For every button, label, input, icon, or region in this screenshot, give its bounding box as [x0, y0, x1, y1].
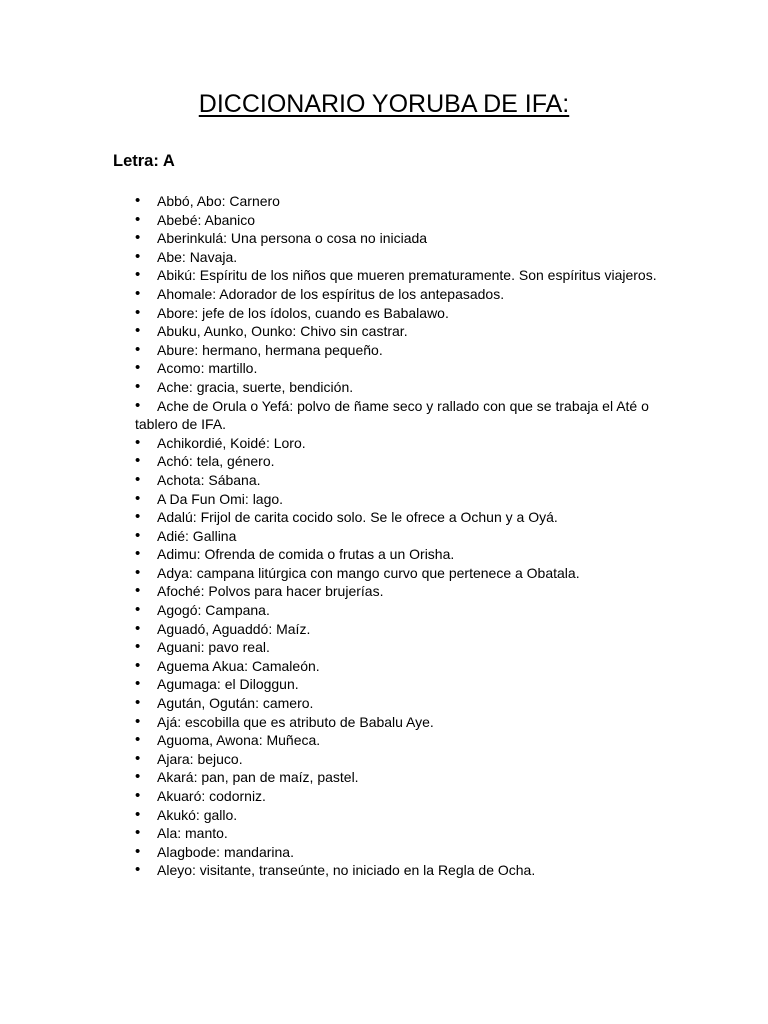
dictionary-entry: • Abebé: Abanico	[135, 211, 660, 230]
dictionary-entry: • Achó: tela, género.	[135, 452, 660, 471]
dictionary-entry: • Abe: Navaja.	[135, 248, 660, 267]
dictionary-entry: • Ache: gracia, suerte, bendición.	[135, 378, 660, 397]
document-title: DICCIONARIO YORUBA DE IFA:	[198, 90, 570, 118]
dictionary-entry: • Achikordié, Koidé: Loro.	[135, 434, 660, 453]
dictionary-entry: • Ala: manto.	[135, 824, 660, 843]
dictionary-entry: • Akará: pan, pan de maíz, pastel.	[135, 768, 660, 787]
dictionary-entry: • A Da Fun Omi: lago.	[135, 490, 660, 509]
dictionary-entry: • Aguema Akua: Camaleón.	[135, 657, 660, 676]
dictionary-entry: • Afoché: Polvos para hacer brujerías.	[135, 582, 660, 601]
dictionary-entry: • Aguoma, Awona: Muñeca.	[135, 731, 660, 750]
dictionary-entry: • Abore: jefe de los ídolos, cuando es Babalawo.	[135, 304, 660, 323]
dictionary-entry: • Ajara: bejuco.	[135, 750, 660, 769]
dictionary-entry: • Aguadó, Aguaddó: Maíz.	[135, 620, 660, 639]
dictionary-entry: • Akukó: gallo.	[135, 806, 660, 825]
dictionary-entry: • Alagbode: mandarina.	[135, 843, 660, 862]
dictionary-entry: • Achota: Sábana.	[135, 471, 660, 490]
dictionary-entry: • Abuku, Aunko, Ounko: Chivo sin castrar.	[135, 322, 660, 341]
dictionary-entry: • Agután, Ogután: camero.	[135, 694, 660, 713]
dictionary-list	[135, 192, 660, 880]
dictionary-entry: • Adya: campana litúrgica con mango curvo que pertenece a Obatala.	[135, 564, 660, 583]
dictionary-entry: • Adimu: Ofrenda de comida o frutas a un Orisha.	[135, 545, 660, 564]
dictionary-entry: • Ahomale: Adorador de los espíritus de los antepasados.	[135, 285, 660, 304]
dictionary-entry: • Acomo: martillo.	[135, 359, 660, 378]
dictionary-entry: • Agumaga: el Diloggun.	[135, 675, 660, 694]
section-heading: Letra: A	[113, 152, 175, 170]
dictionary-entry: • Adié: Gallina	[135, 527, 660, 546]
dictionary-entry: • Abure: hermano, hermana pequeño.	[135, 341, 660, 360]
dictionary-entry: • Ajá: escobilla que es atributo de Babalu Aye.	[135, 713, 660, 732]
dictionary-entry: • Abikú: Espíritu de los niños que mueren prematuramente. Son espíritus viajeros.	[135, 266, 660, 285]
dictionary-entry: • Akuaró: codorniz.	[135, 787, 660, 806]
dictionary-entry: • Aguani: pavo real.	[135, 638, 660, 657]
dictionary-entry: • Agogó: Campana.	[135, 601, 660, 620]
dictionary-entry: • Ache de Orula o Yefá: polvo de ñame seco y rallado con que se trabaja el Até o tablero de IFA.	[135, 397, 660, 434]
dictionary-entry: • Aleyo: visitante, transeúnte, no iniciado en la Regla de Ocha.	[135, 861, 660, 880]
dictionary-entry: • Adalú: Frijol de carita cocido solo. Se le ofrece a Ochun y a Oyá.	[135, 508, 660, 527]
dictionary-entry: • Aberinkulá: Una persona o cosa no iniciada	[135, 229, 660, 248]
dictionary-entry: • Abbó, Abo: Carnero	[135, 192, 660, 211]
